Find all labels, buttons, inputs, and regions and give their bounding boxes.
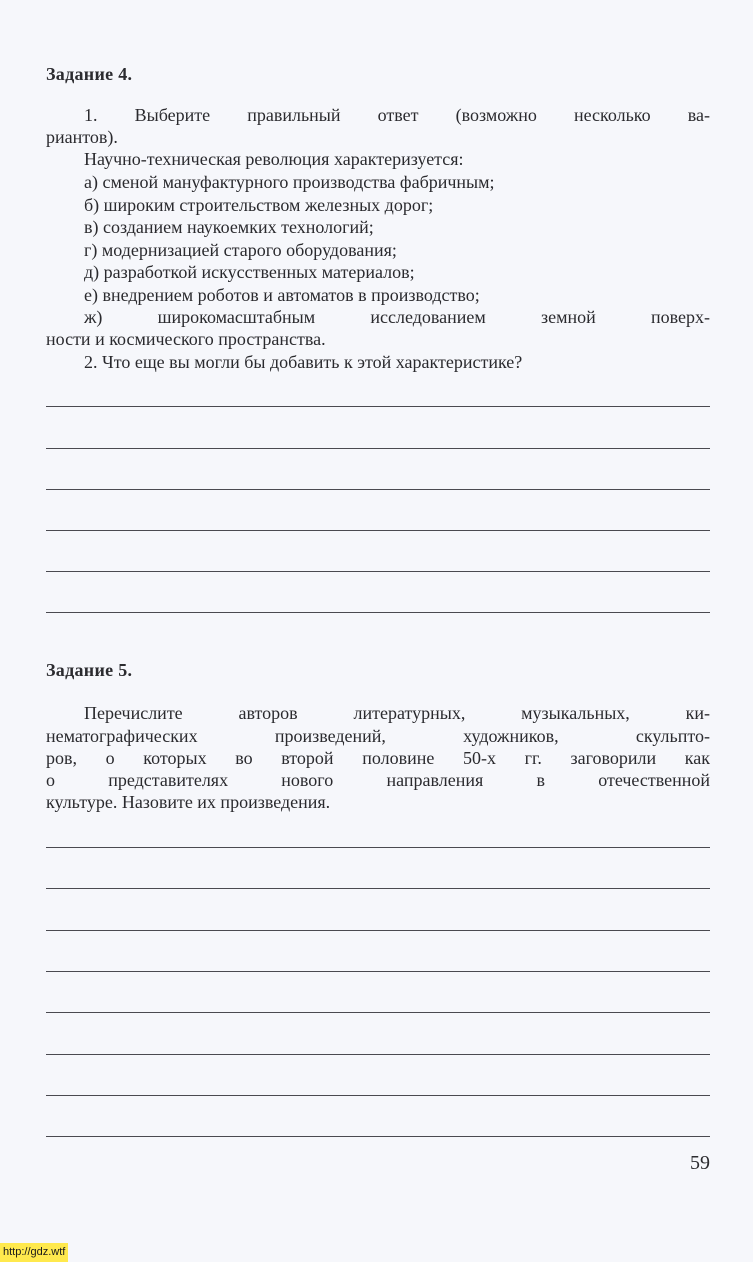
task-4-option-d: г) модернизацией старого оборудования;: [84, 240, 397, 260]
answer-line[interactable]: [46, 571, 710, 572]
page-number: 59: [690, 1152, 710, 1174]
task-5-line-3: ров, о которых во второй половине 50-х гг. заговорили как: [46, 748, 710, 768]
answer-line[interactable]: [46, 888, 710, 889]
task-4-option-f: е) внедрением роботов и автоматов в производство;: [84, 285, 480, 305]
task-4-option-e: д) разработкой искусственных материалов;: [84, 262, 415, 282]
task-4-question-2: 2. Что еще вы могли бы добавить к этой характеристике?: [84, 352, 523, 372]
task-4-prompt: Научно-техническая революция характеризуется:: [84, 149, 464, 169]
task-4-option-c: в) созданием наукоемких технологий;: [84, 217, 374, 237]
answer-line[interactable]: [46, 930, 710, 931]
answer-line[interactable]: [46, 489, 710, 490]
answer-line[interactable]: [46, 1012, 710, 1013]
answer-line[interactable]: [46, 1136, 710, 1137]
task-4-question-1-line-1: 1. Выберите правильный ответ (возможно несколько ва-: [84, 105, 710, 125]
watermark-link[interactable]: http://gdz.wtf: [0, 1243, 68, 1262]
answer-line[interactable]: [46, 530, 710, 531]
task-4-option-a: а) сменой мануфактурного производства фабричным;: [84, 172, 495, 192]
task-5-line-2: нематографических произведений, художников, скульпто-: [46, 726, 710, 746]
answer-line[interactable]: [46, 406, 710, 407]
answer-line[interactable]: [46, 1095, 710, 1096]
task-5-line-5: культуре. Назовите их произведения.: [46, 792, 331, 812]
task-5-line-4: о представителях нового направления в отечественной: [46, 770, 710, 790]
answer-line[interactable]: [46, 1054, 710, 1055]
task-4-question-1-line-2: риантов).: [46, 127, 118, 147]
answer-line[interactable]: [46, 971, 710, 972]
task-5-heading: Задание 5.: [46, 660, 133, 680]
task-5-line-1: Перечислите авторов литературных, музыкальных, ки-: [84, 703, 710, 723]
answer-line[interactable]: [46, 847, 710, 848]
answer-line[interactable]: [46, 612, 710, 613]
task-4-option-b: б) широким строительством железных дорог;: [84, 195, 434, 215]
task-4-option-g-line-1: ж) широкомасштабным исследованием земной поверх-: [84, 307, 710, 327]
task-4-option-g-line-2: ности и космического пространства.: [46, 329, 326, 349]
task-4-heading: Задание 4.: [46, 64, 133, 84]
answer-line[interactable]: [46, 448, 710, 449]
